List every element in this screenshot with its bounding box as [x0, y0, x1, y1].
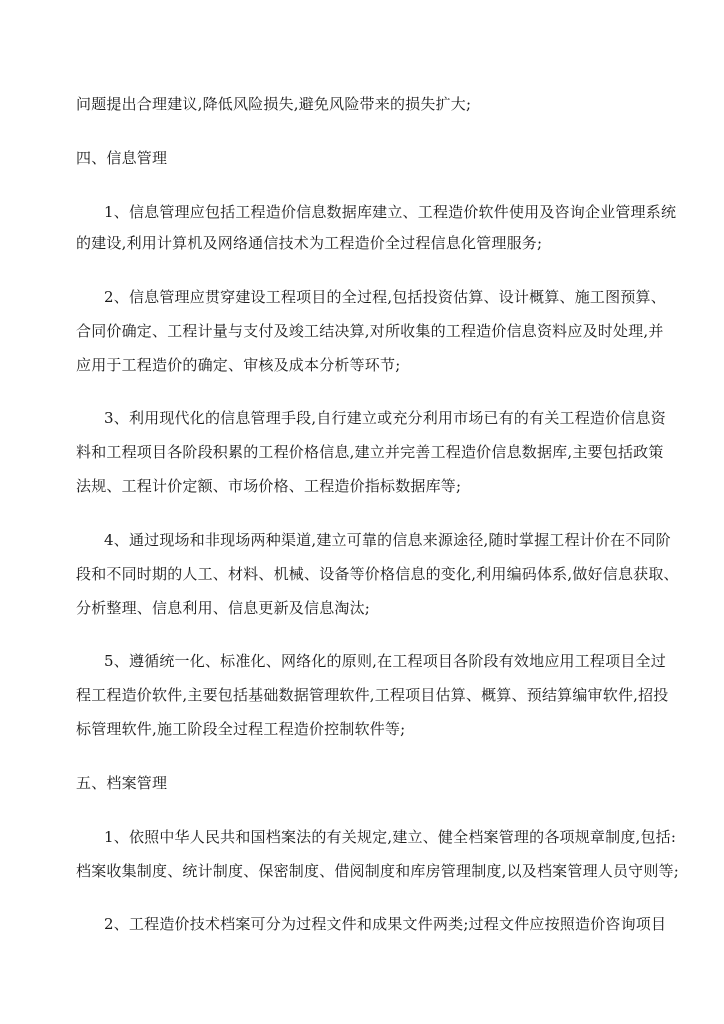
text-line: 法规、工程计价定额、市场价格、工程造价指标数据库等;	[76, 477, 462, 495]
text-line: 2、工程造价技术档案可分为过程文件和成果文件两类;过程文件应按照造价咨询项目	[104, 915, 667, 933]
text-line: 1、信息管理应包括工程造价信息数据库建立、工程造价软件使用及咨询企业管理系统	[104, 203, 677, 221]
text-line: 1、依照中华人民共和国档案法的有关规定,建立、健全档案管理的各项规章制度,包括:	[104, 828, 677, 846]
text-line: 4、通过现场和非现场两种渠道,建立可靠的信息来源途径,随时掌握工程计价在不同阶	[104, 531, 671, 549]
text-line: 5、遵循统一化、标准化、网络化的原则,在工程项目各阶段有效地应用工程项目全过	[104, 652, 666, 670]
section-heading: 四、信息管理	[76, 149, 168, 167]
text-line: 标管理软件,施工阶段全过程工程造价控制软件等;	[76, 720, 406, 738]
text-line: 档案收集制度、统计制度、保密制度、借阅制度和库房管理制度,以及档案管理人员守则等;	[76, 862, 680, 880]
text-line: 的建设,利用计算机及网络通信技术为工程造价全过程信息化管理服务;	[76, 234, 543, 252]
text-line: 料和工程项目各阶段积累的工程价格信息,建立并完善工程造价信息数据库,主要包括政策	[76, 443, 664, 461]
text-line: 合同价确定、工程计量与支付及竣工结决算,对所收集的工程造价信息资料应及时处理,并	[76, 322, 664, 340]
text-line: 3、利用现代化的信息管理手段,自行建立或充分利用市场已有的有关工程造价信息资	[104, 409, 666, 427]
text-line: 程工程造价软件,主要包括基础数据管理软件,工程项目估算、概算、预结算编审软件,招投	[76, 686, 669, 704]
text-line: 分析整理、信息利用、信息更新及信息淘汰;	[76, 599, 371, 617]
section-heading: 五、档案管理	[76, 774, 168, 792]
text-line: 2、信息管理应贯穿建设工程项目的全过程,包括投资估算、设计概算、施工图预算、	[104, 288, 666, 306]
text-line: 应用于工程造价的确定、审核及成本分析等环节;	[76, 356, 401, 374]
text-line: 段和不同时期的人工、材料、机械、设备等价格信息的变化,利用编码体系,做好信息获取、	[76, 565, 679, 583]
text-line: 问题提出合理建议,降低风险损失,避免风险带来的损失扩大;	[76, 95, 472, 113]
